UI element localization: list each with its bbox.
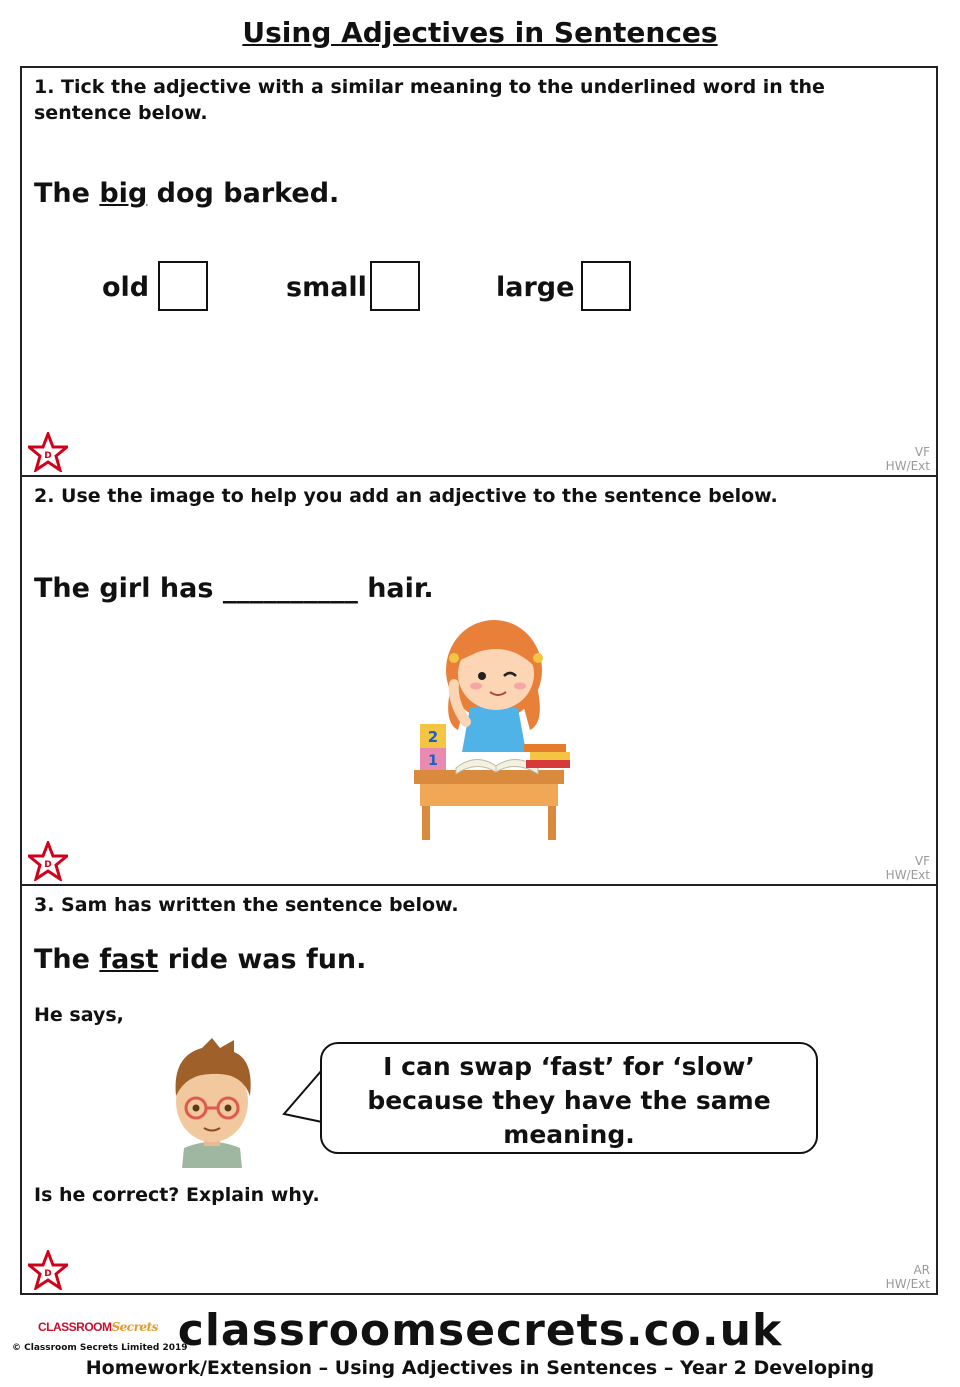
girl-at-desk-illustration: [392, 612, 582, 842]
question-3-panel: [20, 884, 938, 1295]
question-2-panel: [20, 475, 938, 886]
question-3-instruction: 3. Sam has written the sentence below.: [34, 894, 459, 916]
option-label-small: small: [286, 272, 367, 303]
question-3-prompt: Is he correct? Explain why.: [34, 1184, 320, 1206]
star-letter: D: [44, 1269, 52, 1279]
question-1-sentence: The big dog barked.: [34, 178, 340, 209]
difficulty-star-icon: [28, 432, 68, 472]
option-label-large: large: [496, 272, 575, 303]
question-2-sentence: The girl has __________ hair.: [34, 573, 434, 604]
underlined-word: big: [99, 178, 148, 209]
tick-box-small[interactable]: [370, 261, 420, 311]
tick-box-large[interactable]: [581, 261, 631, 311]
boy-illustration: [162, 1036, 262, 1168]
tick-box-old[interactable]: [158, 261, 208, 311]
underlined-word: fast: [99, 944, 159, 975]
question-2-instruction: 2. Use the image to help you add an adjective to the sentence below.: [34, 485, 778, 507]
question-code: VF HW/Ext: [885, 854, 930, 882]
question-1-panel: [20, 66, 938, 477]
classroom-secrets-logo: CLASSROOMSecrets: [38, 1320, 158, 1334]
option-label-old: old: [102, 272, 150, 303]
page-title: Using Adjectives in Sentences: [242, 16, 718, 49]
he-says-label: He says,: [34, 1004, 124, 1026]
star-letter: D: [44, 451, 52, 461]
footer-subtitle: Homework/Extension – Using Adjectives in Sentences – Year 2 Developing: [85, 1357, 875, 1379]
difficulty-star-icon: [28, 841, 68, 881]
block-number-bottom: 1: [428, 753, 438, 769]
copyright-text: © Classroom Secrets Limited 2019: [12, 1343, 188, 1353]
block-number-top: 2: [427, 728, 439, 746]
website-url: classroomsecrets.co.uk: [177, 1305, 783, 1356]
speech-bubble-text: I can swap ‘fast’ for ‘slow’ because they have the same meaning.: [367, 1052, 771, 1149]
question-code: AR HW/Ext: [885, 1263, 930, 1291]
difficulty-star-icon: [28, 1250, 68, 1290]
star-letter: D: [44, 860, 52, 870]
question-1-instruction: 1. Tick the adjective with a similar meaning to the underlined word in the sentence below.: [34, 76, 825, 124]
question-3-sentence: The fast ride was fun.: [34, 944, 367, 975]
question-code: VF HW/Ext: [885, 445, 930, 473]
